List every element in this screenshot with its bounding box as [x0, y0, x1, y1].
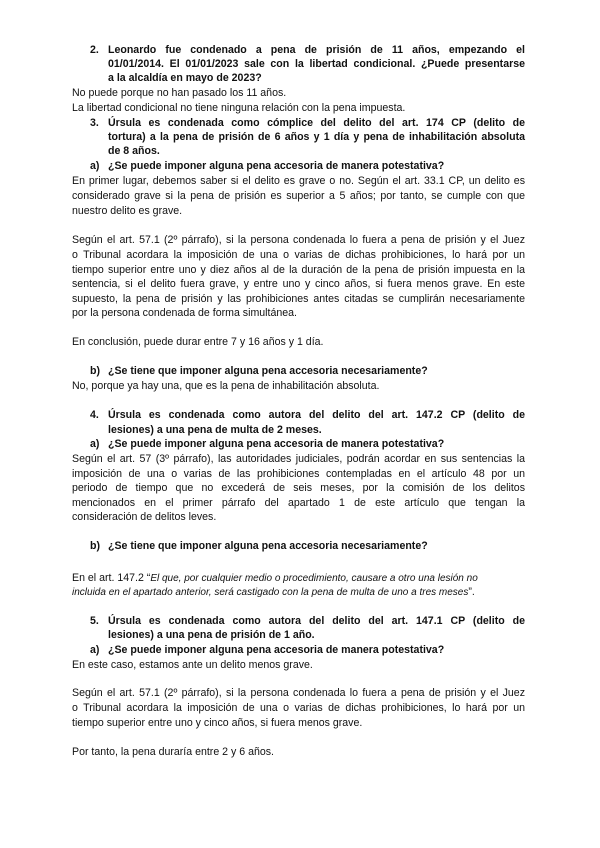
q4-a-question: ¿Se puede imponer alguna pena accesoria de manera potestativa?: [108, 438, 445, 450]
q4-b-quote-2: incluida en el apartado anterior, será castigado con la pena de multa de uno a tres meses: [72, 587, 469, 598]
q2-line-2: 01/01/2014. El 01/01/2023 sale con la libertad condicional. ¿Puede presentarse: [108, 58, 525, 70]
q3-line-3: de 8 años.: [108, 145, 160, 157]
q4-line-2: lesiones) a una pena de multa de 2 meses.: [108, 424, 322, 436]
q2-line-1: Leonardo fue condenado a pena de prisión de 11 años, empezando el: [108, 44, 525, 56]
q3-a-question: ¿Se puede imponer alguna pena accesoria de manera potestativa?: [108, 160, 445, 172]
q3-b-label: b): [90, 365, 100, 377]
q5-a-p2-3: tiempo superior entre uno y cinco años, si fuera menos grave.: [72, 717, 363, 729]
q3-a-label: a): [90, 160, 100, 172]
q4-a-p1-5: consideración de delitos leves.: [72, 511, 217, 523]
q3-a-p2-3: tiempo superior entre uno y diez años al de la duración de la pena de prisión impuesta en la: [72, 264, 525, 276]
q3-number: 3.: [90, 117, 99, 129]
q5-a-label: a): [90, 644, 100, 656]
q2-line-3: a la alcaldía en mayo de 2023?: [108, 72, 262, 84]
q3-a-p2-1: Según el art. 57.1 (2º párrafo), si la persona condenada lo fuera a pena de prisión y el Juez: [72, 234, 525, 246]
q3-line-1: Úrsula es condenada como cómplice del delito del art. 174 CP (delito de: [108, 117, 525, 129]
q3-a-p1-3: nuestro delito es grave.: [72, 205, 183, 217]
q4-line-1: Úrsula es condenada como autora del delito del art. 147.2 CP (delito de: [108, 409, 525, 421]
q3-line-2: tortura) a la pena de prisión de 6 años y 1 día y pena de inhabilitación absoluta: [108, 131, 525, 143]
q2-answer-1: No puede porque no han pasado los 11 años.: [72, 87, 287, 99]
q4-a-label: a): [90, 438, 100, 450]
q3-a-p2-4: sentencia, si el delito fuera grave, y entre uno y cinco años, si fuera menos grave. En este: [72, 278, 525, 290]
q5-a-conclusion: Por tanto, la pena duraría entre 2 y 6 años.: [72, 746, 275, 758]
q3-a-p1-1: En primer lugar, debemos saber si el delito es grave o no. Según el art. 33.1 CP, un delito es: [72, 175, 525, 187]
q4-a-p1-4: mencionados en el primer párrafo del apartado 1 de este artículo que tengan la: [72, 497, 525, 509]
q4-b-intro: En el art. 147.2 “: [72, 572, 151, 584]
q4-b-citation-line-1: [72, 571, 478, 586]
q3-a-p2-6: por la persona condenada de forma simultánea.: [72, 307, 297, 319]
q4-a-p1-2: imposición de una o varias de las prohibiciones contempladas en el artículo 48 por un: [72, 468, 525, 480]
q4-b-citation-line-2: [72, 585, 475, 600]
q4-b-outro: ”.: [468, 586, 475, 598]
q5-number: 5.: [90, 615, 99, 627]
q5-a-question: ¿Se puede imponer alguna pena accesoria de manera potestativa?: [108, 644, 445, 656]
q5-a-p2-1: Según el art. 57.1 (2º párrafo), si la persona condenada lo fuera a pena de prisión y el Juez: [72, 687, 525, 699]
q5-a-p1: En este caso, estamos ante un delito menos grave.: [72, 659, 313, 671]
q3-b-answer: No, porque ya hay una, que es la pena de inhabilitación absoluta.: [72, 380, 380, 392]
q4-a-p1-1: Según el art. 57 (3º párrafo), las autoridades judiciales, podrán acordar en sus sentencias la: [72, 453, 525, 465]
q4-b-quote-1: El que, por cualquier medio o procedimiento, causare a otro una lesión no: [150, 573, 478, 584]
q3-a-p2-5: supuesto, la pena de prisión y las prohibiciones antes citadas se cumplirán necesariamente: [72, 293, 525, 305]
q3-a-conclusion: En conclusión, puede durar entre 7 y 16 años y 1 día.: [72, 336, 324, 348]
q4-b-label: b): [90, 540, 100, 552]
q2-answer-2: La libertad condicional no tiene ninguna relación con la pena impuesta.: [72, 102, 406, 114]
q3-b-question: ¿Se tiene que imponer alguna pena accesoria necesariamente?: [108, 365, 428, 377]
q3-a-p2-2: o Tribunal acordara la imposición de una o varias de dichas prohibiciones, lo hará por un: [72, 249, 525, 261]
q4-b-question: ¿Se tiene que imponer alguna pena accesoria necesariamente?: [108, 540, 428, 552]
q5-a-p2-2: o Tribunal acordara la imposición de una o varias de dichas prohibiciones, lo hará por un: [72, 702, 525, 714]
q5-line-1: Úrsula es condenada como autora del delito del art. 147.1 CP (delito de: [108, 615, 525, 627]
q4-a-p1-3: periodo de tiempo que no excederá de seis meses, por la comisión de los delitos: [72, 482, 525, 494]
q3-a-p1-2: considerado grave si la pena de prisión es superior a 5 años; por tanto, se cumple con que: [72, 190, 525, 202]
q5-line-2: lesiones) a una pena de prisión de 1 año.: [108, 629, 315, 641]
q2-number: 2.: [90, 44, 99, 56]
q4-number: 4.: [90, 409, 99, 421]
